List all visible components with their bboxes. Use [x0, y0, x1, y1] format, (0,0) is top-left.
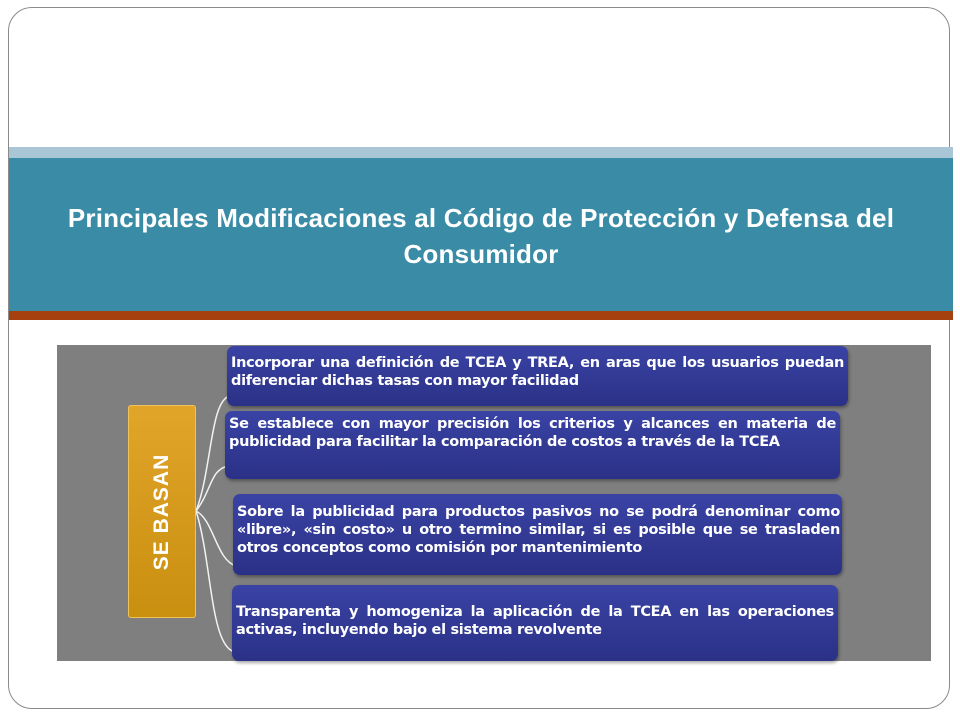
connector-line-2: [196, 466, 228, 511]
item-box-2: [225, 411, 840, 479]
se-basan-label: SE BASAN: [150, 453, 173, 570]
slide-title: Principales Modificaciones al Código de Protección y Defensa del Consumidor: [67, 202, 895, 269]
item-box-1: [227, 346, 848, 406]
item-text-4: Transparenta y homogeniza la aplicación de la TCEA en las operaciones activas, incluyendo bajo el sistema revolvente: [236, 604, 834, 638]
se-basan-label-box: [128, 405, 196, 618]
item-text-1: Incorporar una definición de TCEA y TREA, en aras que los usuarios puedan diferenciar dichas tasas con mayor facilidad: [231, 355, 844, 389]
item-text-3: Sobre la publicidad para productos pasivos no se podrá denominar como «libre», «sin costo» u otro termino similar, si es posible que se trasladen otros conceptos como comisión por mantenimiento: [237, 504, 840, 556]
connector-line-4: [196, 511, 236, 652]
item-text-2: Se establece con mayor precisión los criterios y alcances en materia de publicidad para facilitar la comparación de costos a través de la TCEA: [229, 416, 836, 450]
item-box-3: [233, 494, 842, 575]
item-box-4: [232, 585, 838, 661]
